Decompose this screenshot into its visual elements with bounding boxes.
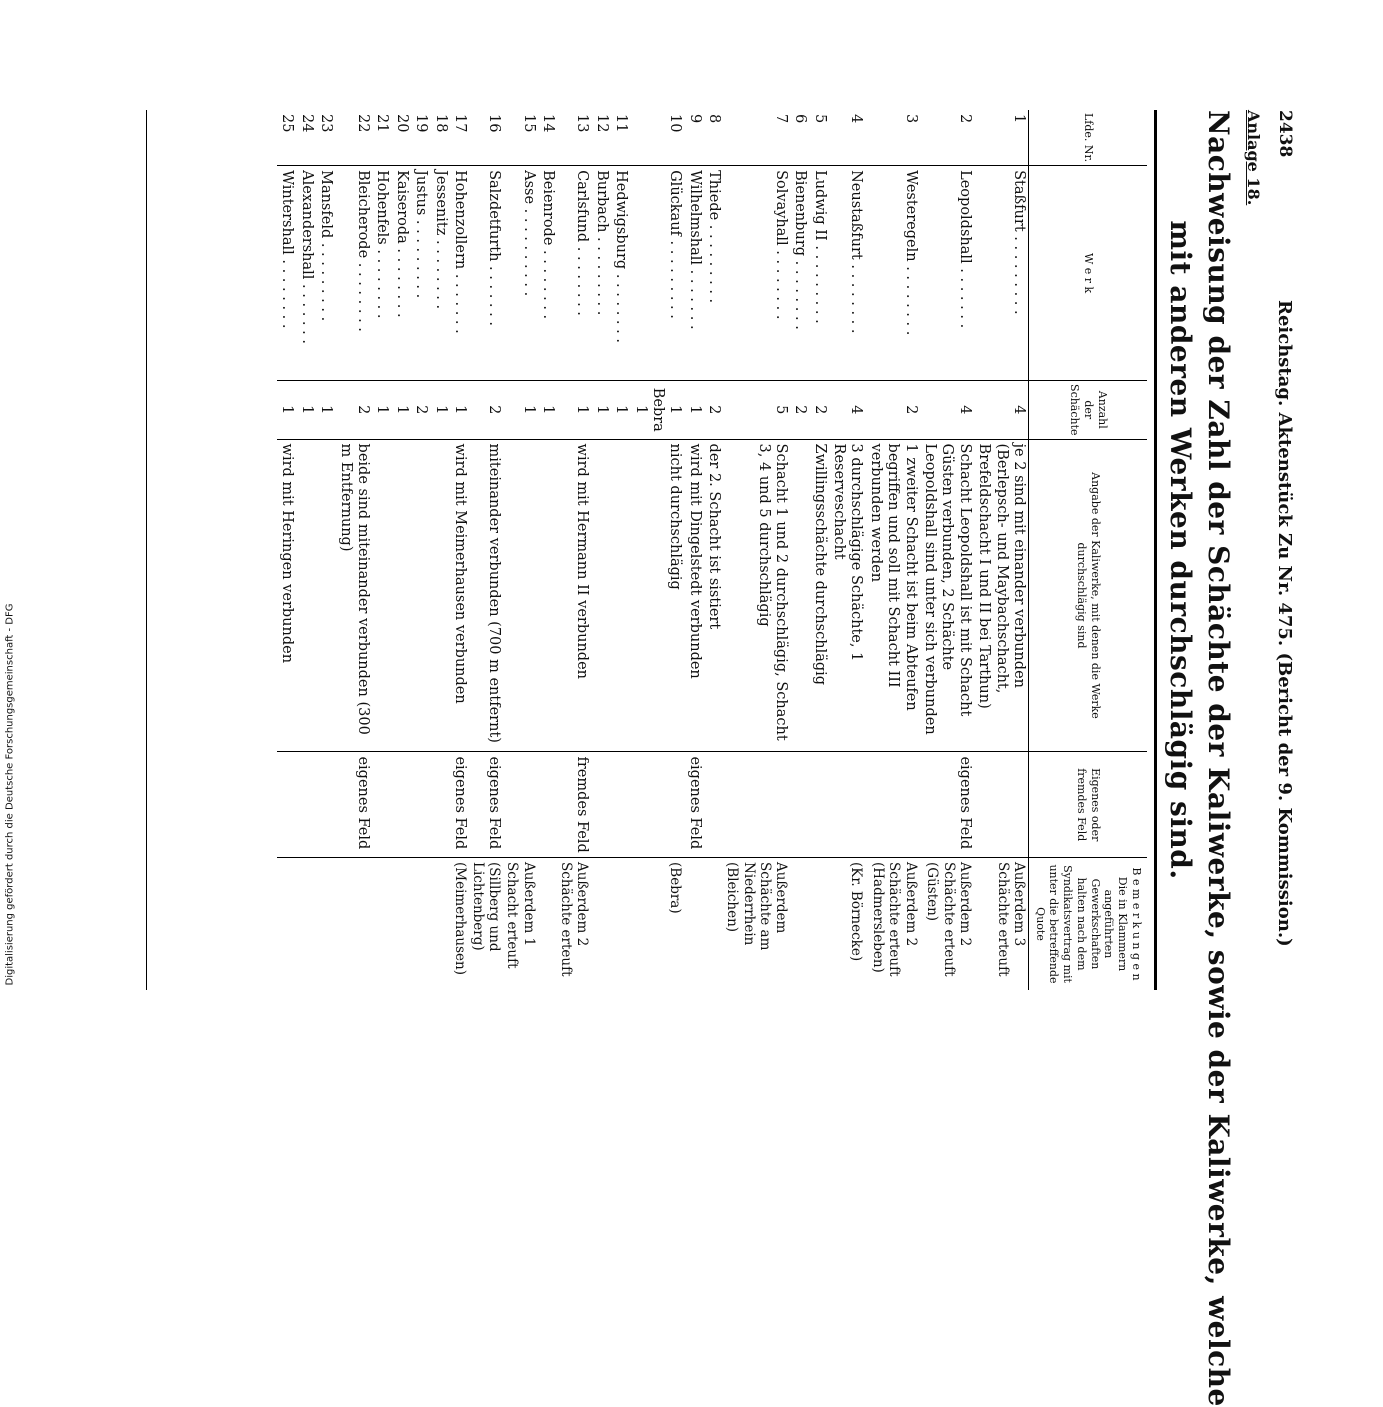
cell-nr: 3 (865, 110, 919, 166)
cell-bem: Außerdem 3 Schächte erteuft (994, 862, 1027, 977)
cell-werk: Hohenzollern . . . . . . . (450, 166, 469, 381)
cell-bem (277, 858, 296, 990)
cell-nr: 12 (591, 110, 610, 166)
cell-anzahl: 1 (557, 381, 591, 440)
table-row (372, 110, 391, 990)
cell-bem (591, 858, 610, 990)
cell-nr: 9 (684, 110, 703, 166)
cell-feld (296, 752, 315, 858)
table-row (503, 110, 537, 990)
cell-angabe (391, 439, 410, 752)
cell-bem: (Meimerhausen) (451, 862, 468, 975)
cell-bem: (Kr. Börnecke) (848, 862, 865, 962)
cell-nr: 2 (920, 110, 974, 166)
dfg-credit-text: Digitalisierung gefördert durch die Deutsche Forschungsgemeinschaft - DFG (4, 603, 16, 986)
col-header-werk: W e r k (1029, 166, 1148, 381)
table-row (630, 110, 684, 990)
cell-anzahl: 1 (611, 381, 630, 440)
cell-angabe (430, 439, 449, 752)
cell-anzahl: 5 (723, 381, 790, 440)
cell-feld: eigenes Feld (450, 752, 469, 858)
table-header-row (1029, 110, 1148, 990)
table-row (809, 110, 828, 990)
cell-werk: Justus . . . . . . . . . (411, 166, 430, 381)
table-row (684, 110, 703, 990)
cell-anzahl: 2 (790, 381, 809, 440)
cell-nr: 11 (611, 110, 630, 166)
cell-anzahl: 4 (974, 381, 1029, 440)
anlage-label: Anlage 18. (1244, 110, 1263, 206)
cell-feld (809, 752, 828, 858)
cell-nr: 22 (335, 110, 372, 166)
cell-nr: 16 (469, 110, 503, 166)
cell-anzahl: 1 (503, 381, 537, 440)
cell-werk: Hedwigsburg . . . . . . . . (611, 166, 630, 381)
cell-feld (503, 752, 537, 858)
table-row (865, 110, 919, 990)
table-row (316, 110, 335, 990)
cell-anzahl: 1 (430, 381, 449, 440)
cell-werk: Thiede . . . . . . . . . (704, 166, 723, 381)
cell-angabe: 3 durchschlägige Schächte, 1 Reserveschacht (829, 439, 866, 752)
cell-bem: Außerdem 2 Schächte erteuft (Güsten) (924, 862, 973, 977)
cell-angabe (411, 439, 430, 752)
table-row (974, 110, 1029, 990)
cell-bem (611, 858, 630, 990)
cell-angabe: wird mit Hermann II verbunden (557, 439, 591, 752)
cell-nr: 4 (829, 110, 866, 166)
cell-nr: 6 (790, 110, 809, 166)
cell-nr: 20 (391, 110, 410, 166)
shafts-table (277, 110, 1147, 990)
cell-feld (391, 752, 410, 858)
cell-anzahl: 2 (865, 381, 919, 440)
table-row (920, 110, 974, 990)
cell-feld (591, 752, 610, 858)
cell-bem: Außerdem 2 Schächte erteuft (Hadmersleben) (870, 862, 919, 977)
cell-anzahl: 4 (920, 381, 974, 440)
cell-angabe: miteinander verbunden (700 m entfernt) (469, 439, 503, 752)
cell-nr: 18 (430, 110, 449, 166)
cell-anzahl: 2 (704, 381, 723, 440)
cell-anzahl: 1 (296, 381, 315, 440)
cell-bem (411, 858, 430, 990)
cell-werk: Kaiseroda . . . . . . . . (391, 166, 410, 381)
cell-angabe (790, 439, 809, 752)
cell-feld (411, 752, 430, 858)
table-row (430, 110, 449, 990)
cell-bem (316, 858, 335, 990)
table-row (704, 110, 723, 990)
table-row (723, 110, 790, 990)
cell-angabe: wird mit Heringen verbunden (277, 439, 296, 752)
page-title-line-1: Nachweisung der Zahl der Schächte der Kaliwerke, sowie der Kaliwerke, welche (1202, 110, 1235, 1407)
cell-feld (372, 752, 391, 858)
cell-feld: eigenes Feld (469, 752, 503, 858)
cell-angabe: Zwillingsschächte durchschlägig (809, 439, 828, 752)
cell-feld (316, 752, 335, 858)
cell-feld: eigenes Feld (335, 752, 372, 858)
cell-bem (809, 858, 828, 990)
cell-angabe (503, 439, 537, 752)
cell-feld (430, 752, 449, 858)
col-header-bemerkungen: B e m e r k u n g e n Die in Klammern angeführten Gewerkschaften halten nach dem Syndikatsvertrag mit unter die betreffende Quote (1029, 858, 1148, 990)
cell-angabe: je 2 sind mit einander verbunden (Berlepsch- und Maybachschacht, Brefeldschacht I und II bei Tarthun) (974, 439, 1029, 752)
cell-werk: Mansfeld . . . . . . . . . (316, 166, 335, 381)
dfg-credit (0, 590, 16, 990)
cell-werk: Beienrode . . . . . . . . (538, 166, 557, 381)
page-title-line-2: mit anderen Werken durchschlägig sind. (1164, 220, 1197, 880)
cell-feld (630, 752, 684, 858)
cell-nr: 25 (277, 110, 296, 166)
cell-werk: Hohenfels . . . . . . . . (372, 166, 391, 381)
cell-anzahl: 1 (591, 381, 610, 440)
cell-anzahl: 1 (684, 381, 703, 440)
cell-feld: eigenes Feld (920, 752, 974, 858)
cell-anzahl: 1 (372, 381, 391, 440)
cell-nr: 5 (809, 110, 828, 166)
cell-bem (790, 858, 809, 990)
col-header-anzahl: Anzahl der Schächte (1029, 381, 1148, 440)
cell-bem (704, 858, 723, 990)
table-row (557, 110, 591, 990)
cell-feld (277, 752, 296, 858)
cell-angabe (296, 439, 315, 752)
page-number: 2438 (1275, 110, 1295, 158)
cell-nr: 21 (372, 110, 391, 166)
cell-werk: Ludwig II . . . . . . . . . (809, 166, 828, 381)
col-header-angabe: Angabe der Kaliwerke, mit denen die Werke durchschlägig sind (1029, 439, 1148, 752)
cell-nr: 10 (630, 110, 684, 166)
cell-nr: 24 (296, 110, 315, 166)
table-row (277, 110, 296, 990)
cell-nr: 19 (411, 110, 430, 166)
cell-werk: Staßfurt . . . . . . . . . (974, 166, 1029, 381)
cell-werk: Jessenitz . . . . . . . . (430, 166, 449, 381)
table-row (538, 110, 557, 990)
cell-werk: Neustaßfurt . . . . . . . . (829, 166, 866, 381)
cell-feld (829, 752, 866, 858)
cell-werk: Salzdetfurth . . . . . . . (469, 166, 503, 381)
cell-bem: Außerdem 2 Schächte erteuft (558, 862, 591, 977)
cell-werk: Bienenburg . . . . . . . . (790, 166, 809, 381)
cell-angabe (611, 439, 630, 752)
cell-werk: Burbach . . . . . . . . . (591, 166, 610, 381)
running-head: Reichstag. Aktenstück Zu Nr. 475. (Bericht der 9. Kommission.) (1274, 300, 1295, 947)
cell-anzahl: 2 (411, 381, 430, 440)
table-row (411, 110, 430, 990)
table-bottom-rule (146, 110, 147, 990)
cell-angabe (372, 439, 391, 752)
cell-werk: Wilhelmshall . . . . . . . (684, 166, 703, 381)
cell-angabe (591, 439, 610, 752)
table-row (296, 110, 315, 990)
cell-feld (611, 752, 630, 858)
cell-anzahl: 1 (391, 381, 410, 440)
table-row (790, 110, 809, 990)
col-header-feld: Eigenes oder fremdes Feld (1029, 752, 1148, 858)
table-row (591, 110, 610, 990)
table-row (391, 110, 410, 990)
cell-nr: 14 (538, 110, 557, 166)
cell-anzahl: 1 (450, 381, 469, 440)
cell-feld (723, 752, 790, 858)
cell-bem: Außerdem 1 Schacht erteuft (504, 862, 537, 969)
cell-feld (538, 752, 557, 858)
cell-werk: Westeregeln . . . . . . . . (865, 166, 919, 381)
cell-nr: 23 (316, 110, 335, 166)
cell-angabe (538, 439, 557, 752)
cell-bem (391, 858, 410, 990)
cell-nr: 8 (704, 110, 723, 166)
cell-bem (372, 858, 391, 990)
cell-nr: 1 (974, 110, 1029, 166)
cell-anzahl: 1 (316, 381, 335, 440)
cell-angabe: wird mit Meimerhausen verbunden (450, 439, 469, 752)
cell-feld (704, 752, 723, 858)
cell-angabe: Schacht 1 und 2 durchschlägig, Schacht 3, 4 und 5 durchschlägig (723, 439, 790, 752)
cell-bem: (Bebra) (667, 862, 684, 914)
cell-bem (430, 858, 449, 990)
table-row (450, 110, 469, 990)
cell-werk: Leopoldshall . . . . . . . (920, 166, 974, 381)
table-row (469, 110, 503, 990)
cell-anzahl: 1 (277, 381, 296, 440)
cell-anzahl: 2 (335, 381, 372, 440)
cell-anzahl: 2 (469, 381, 503, 440)
cell-bem (296, 858, 315, 990)
cell-angabe (316, 439, 335, 752)
cell-angabe: der 2. Schacht ist sistiert (704, 439, 723, 752)
cell-feld: eigenes Feld (684, 752, 703, 858)
cell-nr: 17 (450, 110, 469, 166)
cell-anzahl: 4 (829, 381, 866, 440)
cell-werk: Asse . . . . . . . . . . (503, 166, 537, 381)
cell-bem: Außerdem Schächte am Niederrhein (Bleichen) (724, 862, 789, 951)
cell-feld: fremdes Feld (557, 752, 591, 858)
cell-werk: Solvayhall . . . . . . . . (723, 166, 790, 381)
cell-werk: Glückauf . . . . . . . . . (630, 166, 684, 381)
cell-feld (865, 752, 919, 858)
cell-anzahl: 2 (809, 381, 828, 440)
cell-bem (538, 858, 557, 990)
table-row (335, 110, 372, 990)
cell-bem (684, 858, 703, 990)
col-header-nr: Lfde. Nr. (1029, 110, 1148, 166)
cell-anzahl: 1 (538, 381, 557, 440)
cell-angabe: beide sind miteinander verbunden (300 m Entfernung) (335, 439, 372, 752)
cell-werk: Bleicherode . . . . . . . . (335, 166, 372, 381)
cell-nr: 7 (723, 110, 790, 166)
cell-werk: Wintershall . . . . . . . . (277, 166, 296, 381)
cell-angabe: 1 zweiter Schacht ist beim Abteufen begriffen und soll mit Schacht III verbunden werden (865, 439, 919, 752)
table-row (829, 110, 866, 990)
cell-angabe: nicht durchschlägig (630, 439, 684, 752)
cell-bem: (Sillberg und Lichtenberg) (470, 862, 503, 952)
cell-angabe: Schacht Leopoldshall ist mit Schacht Güsten verbunden, 2 Schächte Leopoldshall sind unter sich verbunden (920, 439, 974, 752)
cell-bem (335, 858, 372, 990)
cell-angabe: wird mit Dingelstedt verbunden (684, 439, 703, 752)
cell-nr: 13 (557, 110, 591, 166)
cell-nr: 15 (503, 110, 537, 166)
cell-anzahl: 1 Bebra 1 (630, 381, 684, 440)
table-row (611, 110, 630, 990)
cell-werk: Alexandershall . . . . . . . (296, 166, 315, 381)
cell-feld (974, 752, 1029, 858)
cell-feld (790, 752, 809, 858)
table-top-rule (1151, 110, 1157, 990)
cell-werk: Carlsfund . . . . . . . . (557, 166, 591, 381)
